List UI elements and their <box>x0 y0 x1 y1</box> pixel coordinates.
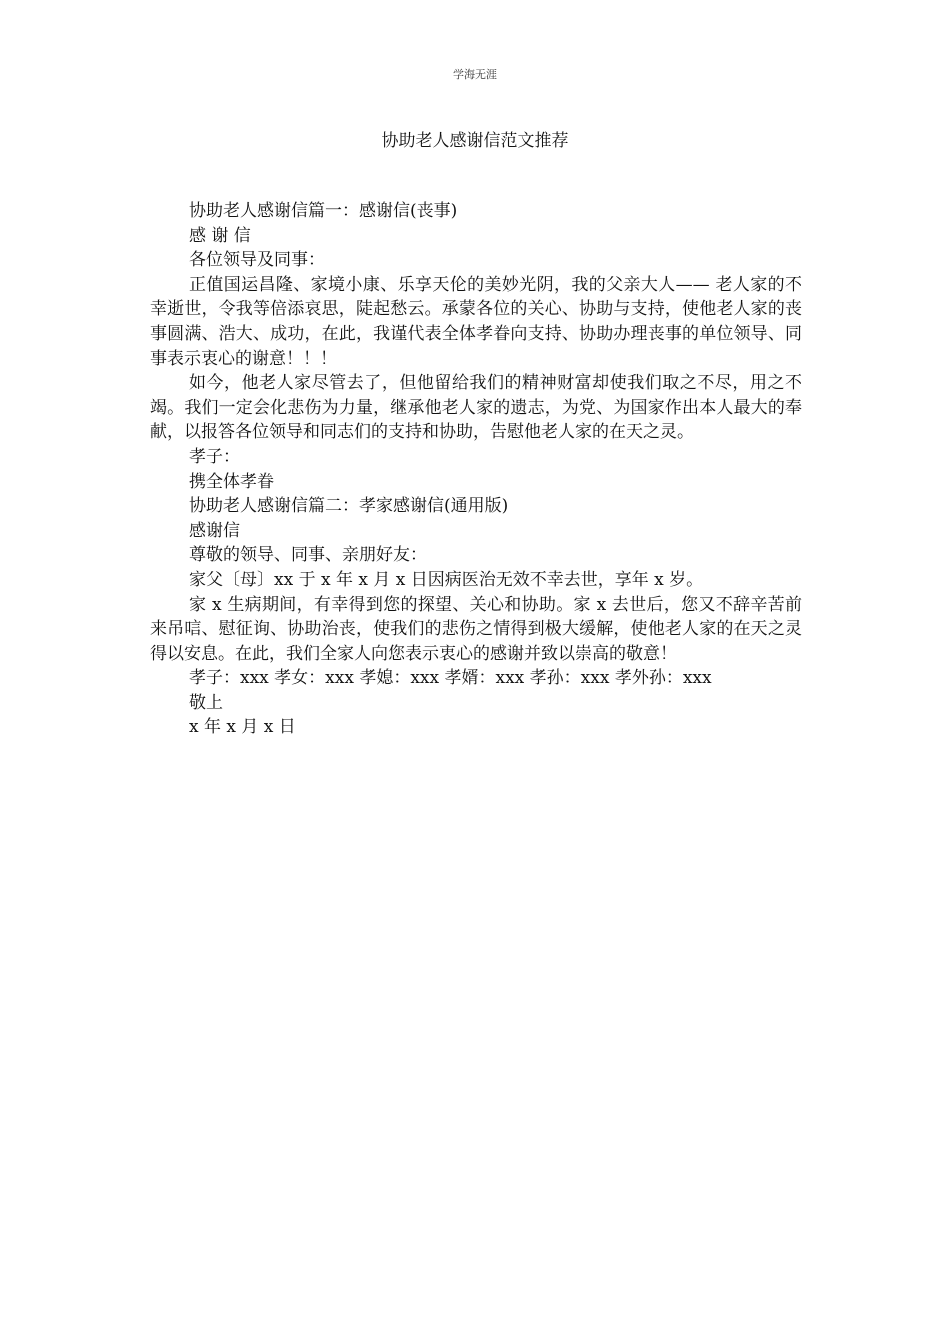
letter1-paragraph-2: 如今，他老人家尽管去了，但他留给我们的精神财富却使我们取之不尽，用之不竭。我们一定会化悲伤为力量，继承他老人家的遗志，为党、为国家作出本人最大的奉献，以报答各位领导和同志们的支持和协助，告慰他老人家的在天之灵。 <box>150 373 802 443</box>
letter1-paragraph-1: 正值国运昌隆、家境小康、乐享天伦的美妙光阴，我的父亲大人—— 老人家的不幸逝世，令我等倍添哀思，陡起愁云。承蒙各位的关心、协助与支持，使他老人家的丧事圆满、浩大、成功，在此，我谨代表全体孝眷向支持、协助办理丧事的单位领导、同事表示衷心的谢意！！！ <box>150 274 802 369</box>
letter1-signature-1: 孝子： <box>189 446 240 467</box>
letter2-date: x 年 x 月 x 日 <box>189 717 296 738</box>
letter2-signers: 孝子：xxx 孝女：xxx 孝媳：xxx 孝婿：xxx 孝孙：xxx 孝外孙：xxx <box>189 668 712 689</box>
letter2-heading: 协助老人感谢信篇二：孝家感谢信(通用版) <box>189 496 509 517</box>
letter2-paragraph-1: 家父〔母〕xx 于 x 年 x 月 x 日因病医治无效不幸去世，享年 x 岁。 <box>189 569 704 590</box>
document-body <box>150 199 802 740</box>
letter1-subheading: 感 谢 信 <box>189 225 251 246</box>
letter1-salutation: 各位领导及同事： <box>189 250 325 271</box>
letter2-closing: 敬上 <box>189 692 223 713</box>
letter2-paragraph-2: 家 x 生病期间，有幸得到您的探望、关心和协助。家 x 去世后，您又不辞辛苦前来吊唁、慰征询、协助治丧，使我们的悲伤之情得到极大缓解，使他老人家的在天之灵得以安息。在此，我们全家人向您表示衷心的感谢并致以崇高的敬意！ <box>150 594 802 664</box>
page-header: 学海无涯 <box>453 68 497 81</box>
letter1-signature-2: 携全体孝眷 <box>189 471 274 492</box>
letter1-heading: 协助老人感谢信篇一：感谢信(丧事) <box>189 201 458 221</box>
letter2-subheading: 感谢信 <box>189 520 240 541</box>
letter2-salutation: 尊敬的领导、同事、亲朋好友： <box>189 545 427 566</box>
document-title: 协助老人感谢信范文推荐 <box>381 131 569 151</box>
